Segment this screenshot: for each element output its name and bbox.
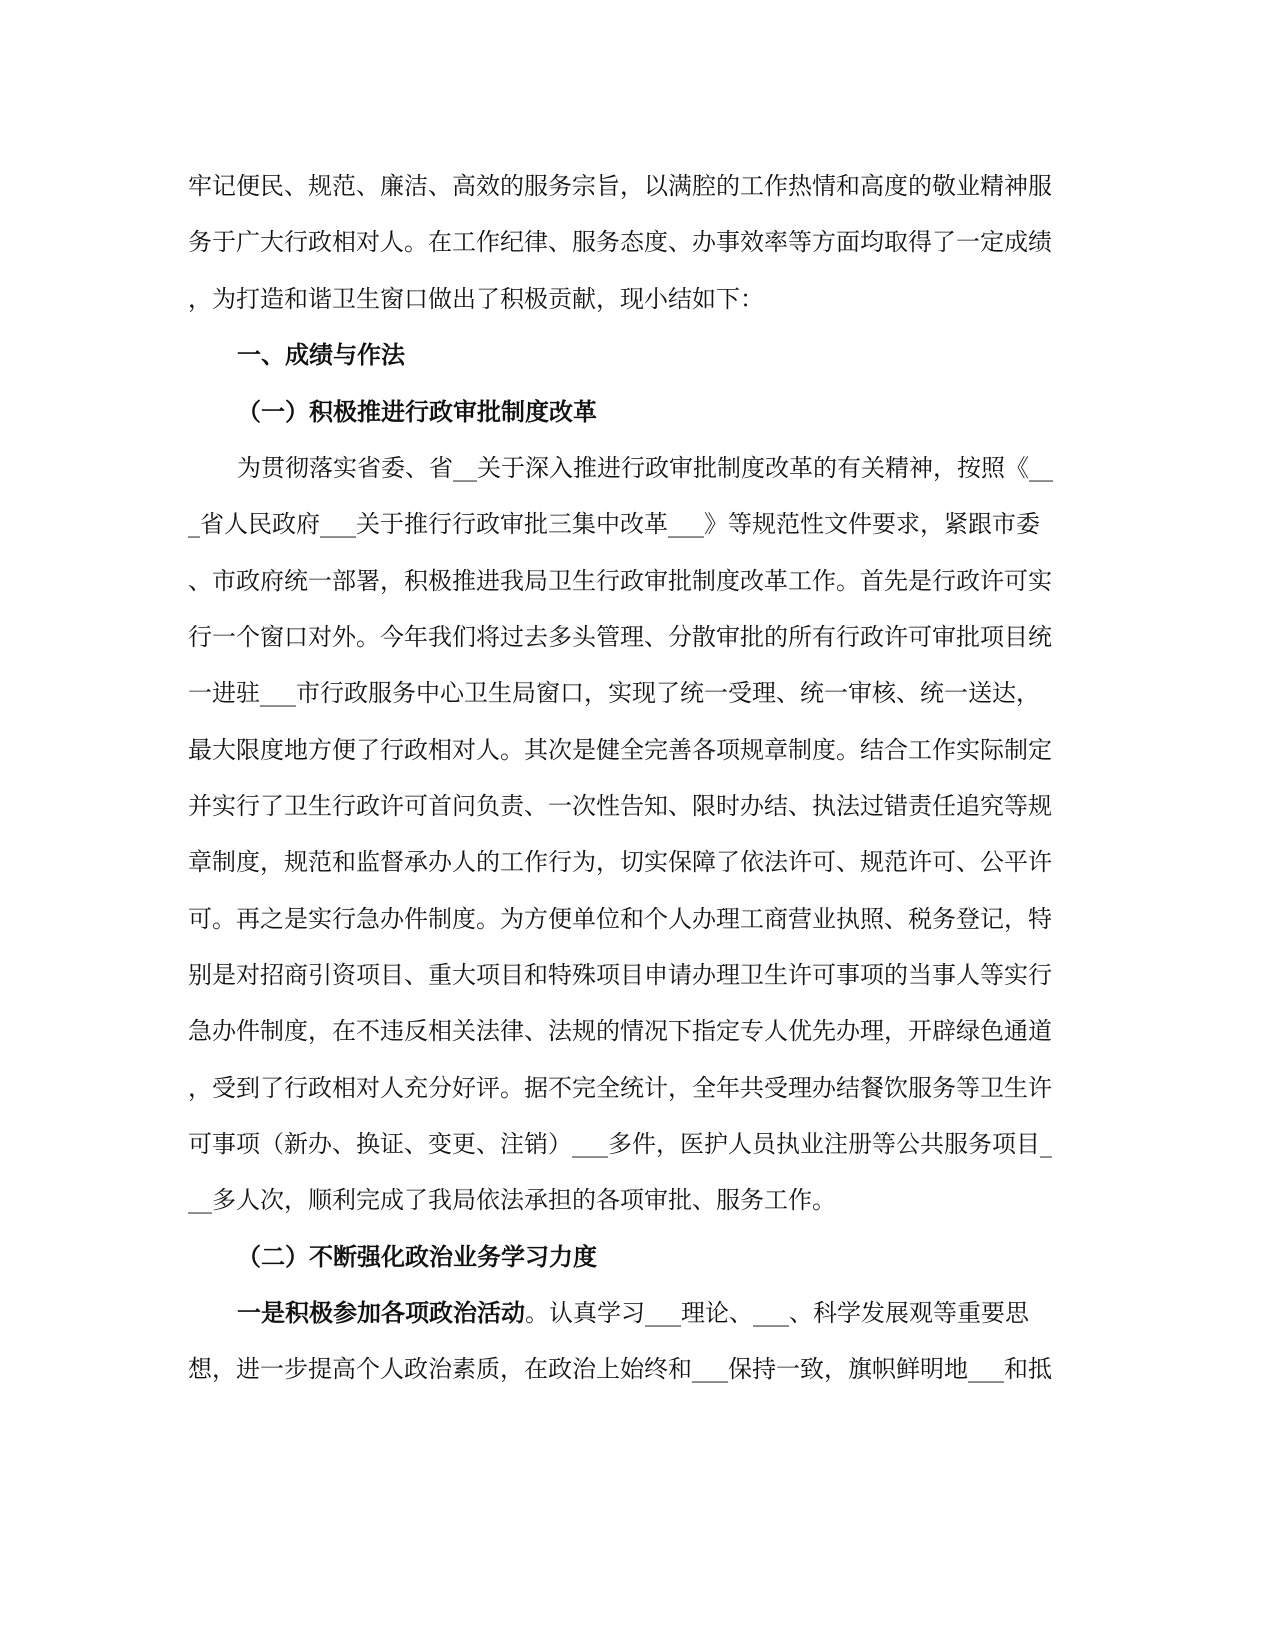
intro-line-3: ，为打造和谐卫生窗口做出了积极贡献，现小结如下： [188,285,764,313]
subsection-heading-1: （一）积极推进行政审批制度改革 [237,397,597,426]
para3-rest: 。认真学习___理论、___、科学发展观等重要思 [525,1299,1029,1327]
section-heading-1: 一、成绩与作法 [237,340,405,369]
para-line: 可。再之是实行急办件制度。为方便单位和个人办理工商营业执照、税务登记，特 [188,905,1052,933]
para-line: 行一个窗口对外。今年我们将过去多头管理、分散审批的所有行政许可审批项目统 [188,623,1052,651]
para-line: 最大限度地方便了行政相对人。其次是健全完善各项规章制度。结合工作实际制定 [188,736,1052,764]
para-line: ，受到了行政相对人充分好评。据不完全统计，全年共受理办结餐饮服务等卫生许 [188,1074,1052,1102]
para-line: 章制度，规范和监督承办人的工作行为，切实保障了依法许可、规范许可、公平许 [188,848,1052,876]
para-line: __多人次，顺利完成了我局依法承担的各项审批、服务工作。 [188,1186,836,1214]
para3-bold-lead: 一是积极参加各项政治活动 [237,1298,525,1327]
para-line: 为贯彻落实省委、省__关于深入推进行政审批制度改革的有关精神，按照《__ [237,454,1053,482]
para-line: 急办件制度，在不违反相关法律、法规的情况下指定专人优先办理，开辟绿色通道 [188,1017,1052,1045]
para-line: 并实行了卫生行政许可首问负责、一次性告知、限时办结、执法过错责任追究等规 [188,792,1052,820]
para-line: 一进驻___市行政服务中心卫生局窗口，实现了统一受理、统一审核、统一送达， [188,679,1040,707]
para-line: _省人民政府___关于推行行政审批三集中改革___》等规范性文件要求，紧跟市委 [188,510,1040,538]
para-line: 别是对招商引资项目、重大项目和特殊项目申请办理卫生许可事项的当事人等实行 [188,961,1052,989]
subsection-heading-2: （二）不断强化政治业务学习力度 [237,1242,597,1271]
para3-line-1 [237,1293,1137,1333]
para3-line-2: 想，进一步提高个人政治素质，在政治上始终和___保持一致，旗帜鲜明地___和抵 [188,1355,1052,1383]
para-line: 可事项（新办、换证、变更、注销）___多件，医护人员执业注册等公共服务项目_ [188,1130,1052,1158]
intro-line-1: 牢记便民、规范、廉洁、高效的服务宗旨，以满腔的工作热情和高度的敬业精神服 [188,172,1052,200]
intro-line-2: 务于广大行政相对人。在工作纪律、服务态度、办事效率等方面均取得了一定成绩 [188,228,1052,256]
para-line: 、市政府统一部署，积极推进我局卫生行政审批制度改革工作。首先是行政许可实 [188,567,1052,595]
